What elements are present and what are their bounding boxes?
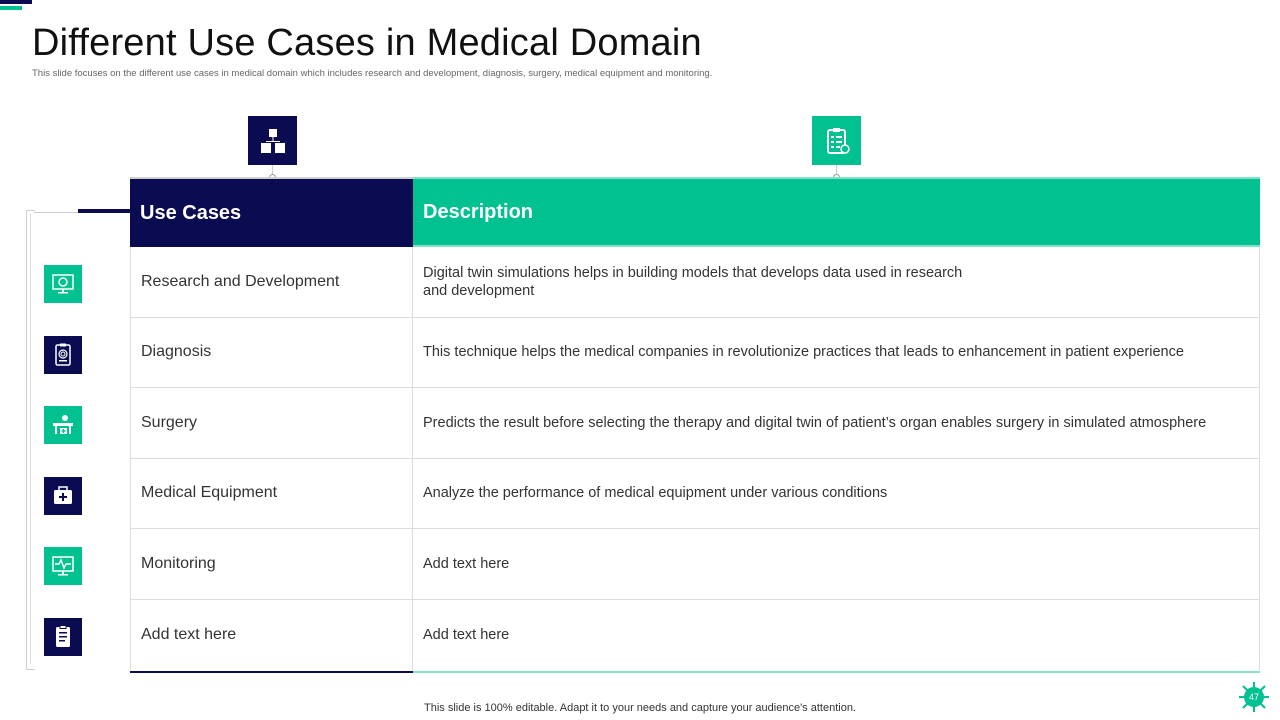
left-rail-inner <box>30 214 33 664</box>
clipboard-report-icon <box>44 618 82 656</box>
description-text: Analyze the performance of medical equipment under various conditions <box>423 485 888 502</box>
table-row <box>130 318 1260 389</box>
table-row <box>130 459 1260 530</box>
description-cell <box>413 247 1260 317</box>
table-bottom-line <box>413 671 1260 673</box>
monitor-brain-icon <box>44 265 82 303</box>
table-row <box>130 600 1260 671</box>
org-blocks-icon <box>248 116 297 165</box>
clipboard-fingerprint-icon <box>44 336 82 374</box>
use-cases-table <box>130 177 1260 673</box>
table-row <box>130 529 1260 600</box>
slide-footer: This slide is 100% editable. Adapt it to your needs and capture your audience's attention. <box>424 702 856 714</box>
description-cell <box>413 529 1260 599</box>
rail-top-line <box>34 212 78 213</box>
use-case-cell: Research and Development <box>130 247 413 317</box>
corner-accent <box>0 0 32 4</box>
description-text: This technique helps the medical companies in revolutionize practices that leads to enhancement in patient experience <box>423 344 1184 361</box>
rail-top-accent <box>78 209 130 213</box>
description-text: Predicts the result before selecting the therapy and digital twin of patient’s organ enables surgery in simulated atmosphere <box>423 414 1207 431</box>
slide-title: Different Use Cases in Medical Domain <box>32 22 702 64</box>
first-aid-kit-icon <box>44 477 82 515</box>
description-cell <box>413 600 1260 671</box>
table-bottom-line <box>130 671 413 673</box>
header-description: Description <box>413 177 1260 247</box>
description-cell <box>413 459 1260 529</box>
use-case-cell: Surgery <box>130 388 413 458</box>
page-number: 47 <box>1248 692 1259 702</box>
use-case-cell: Monitoring <box>130 529 413 599</box>
header-use-cases: Use Cases <box>130 177 413 247</box>
corner-accent-green <box>0 6 22 10</box>
use-case-cell: Medical Equipment <box>130 459 413 529</box>
table-row <box>130 247 1260 318</box>
description-cell <box>413 318 1260 388</box>
description-cell <box>413 388 1260 458</box>
description-text: Add text here <box>423 626 510 643</box>
clipboard-checklist-icon <box>812 116 861 165</box>
table-row <box>130 388 1260 459</box>
slide-subtitle: This slide focuses on the different use cases in medical domain which includes research and development, diagnosis, surgery, medical equipment and monitoring. <box>32 68 713 79</box>
page-number-badge <box>1238 681 1270 713</box>
heart-monitor-icon <box>44 547 82 585</box>
use-case-cell: Add text here <box>130 600 413 671</box>
description-text: Digital twin simulations helps in building models that develops data used in research and development <box>423 264 963 299</box>
operating-table-icon <box>44 406 82 444</box>
use-case-cell: Diagnosis <box>130 318 413 388</box>
description-text: Add text here <box>423 555 510 572</box>
